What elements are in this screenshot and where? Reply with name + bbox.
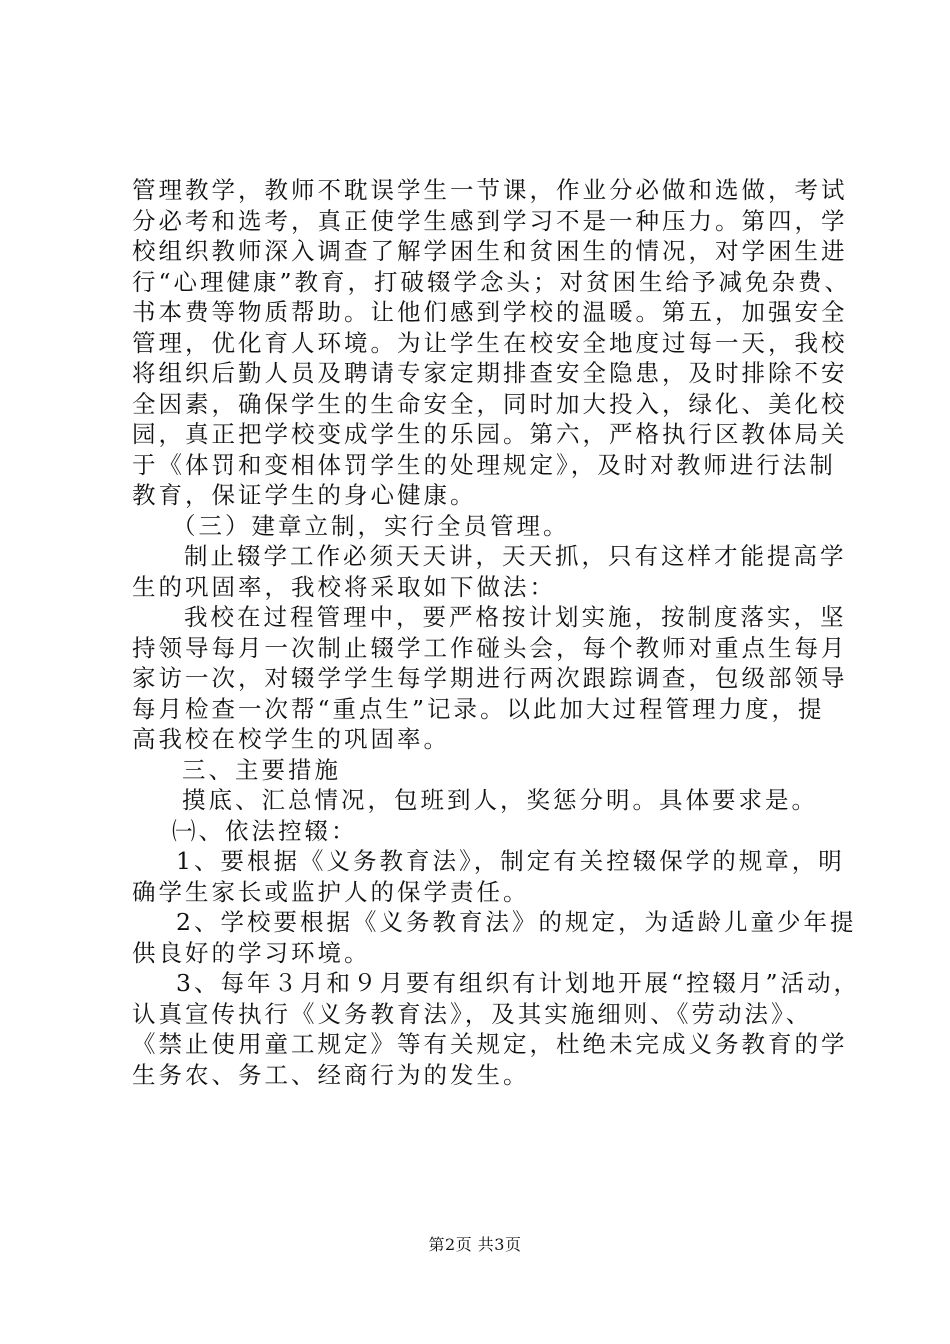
subsection-heading: ㈠、依法控辍： xyxy=(172,816,358,845)
text-line: 确学生家长或监护人的保学责任。 xyxy=(132,877,530,906)
page-footer: 第2页 共3页 xyxy=(428,1235,522,1254)
text-line: 管理教学，教师不耽误学生一节课，作业分必做和选做，考试 xyxy=(132,176,848,204)
text-line: 管理，优化育人环境。为让学生在校安全地度过每一天，我校 xyxy=(132,328,848,357)
text-line: 书本费等物质帮助。让他们感到学校的温暖。第五，加强安全 xyxy=(132,298,848,326)
text-line: 制止辍学工作必须天天讲，天天抓，只有这样才能提高学 xyxy=(184,542,847,570)
text-line: 园，真正把学校变成学生的乐园。第六，严格执行区教体局关 xyxy=(132,420,848,448)
list-item: 3、每年３月和９月要有组织有计划地开展“控辍月”活动， xyxy=(176,969,860,997)
list-item: 1、要根据《义务教育法》，制定有关控辍保学的规章，明 xyxy=(176,847,845,875)
text-line: 教育，保证学生的身心健康。 xyxy=(132,481,477,509)
text-line: 每月检查一次帮“重点生”记录。以此加大过程管理力度，提 xyxy=(132,694,825,723)
text-line: 《禁止使用童工规定》等有关规定，杜绝未完成义务教育的学 xyxy=(132,1030,848,1058)
text-line: 生务农、务工、经商行为的发生。 xyxy=(132,1060,530,1089)
text-line: 认真宣传执行《义务教育法》，及其实施细则、《劳动法》、 xyxy=(132,999,813,1028)
text-line: 家访一次，对辍学学生每学期进行两次跟踪调查，包级部领导 xyxy=(132,664,848,692)
text-line: 供良好的学习环境。 xyxy=(132,938,371,967)
section-heading: （三）建章立制，实行全员管理。 xyxy=(172,511,570,540)
text-line: 行“心理健康”教育，打破辍学念头；对贫困生给予减免杂费、 xyxy=(132,267,852,296)
text-line: 高我校在校学生的巩固率。 xyxy=(132,725,450,753)
text-line: 我校在过程管理中，要严格按计划实施，按制度落实，坚 xyxy=(184,603,847,631)
text-line: 将组织后勤人员及聘请专家定期排查安全隐患，及时排除不安 xyxy=(132,359,848,387)
text-line: 分必考和选考，真正使学生感到学习不是一种压力。第四，学 xyxy=(132,206,848,235)
text-line: 于《体罚和变相体罚学生的处理规定》，及时对教师进行法制 xyxy=(132,450,836,479)
text-line: 持领导每月一次制止辍学工作碰头会，每个教师对重点生每月 xyxy=(132,633,848,662)
text-line: 摸底、汇总情况，包班到人，奖惩分明。具体要求是。 xyxy=(182,786,818,814)
list-item: 2、学校要根据《义务教育法》的规定，为适龄儿童少年提 xyxy=(176,908,857,936)
text-line: 生的巩固率，我校将采取如下做法： xyxy=(132,572,556,601)
text-line: 校组织教师深入调查了解学困生和贫困生的情况，对学困生进 xyxy=(132,237,848,265)
section-heading: 三、主要措施 xyxy=(182,755,341,784)
text-line: 全因素，确保学生的生命安全，同时加大投入，绿化、美化校 xyxy=(132,389,848,418)
